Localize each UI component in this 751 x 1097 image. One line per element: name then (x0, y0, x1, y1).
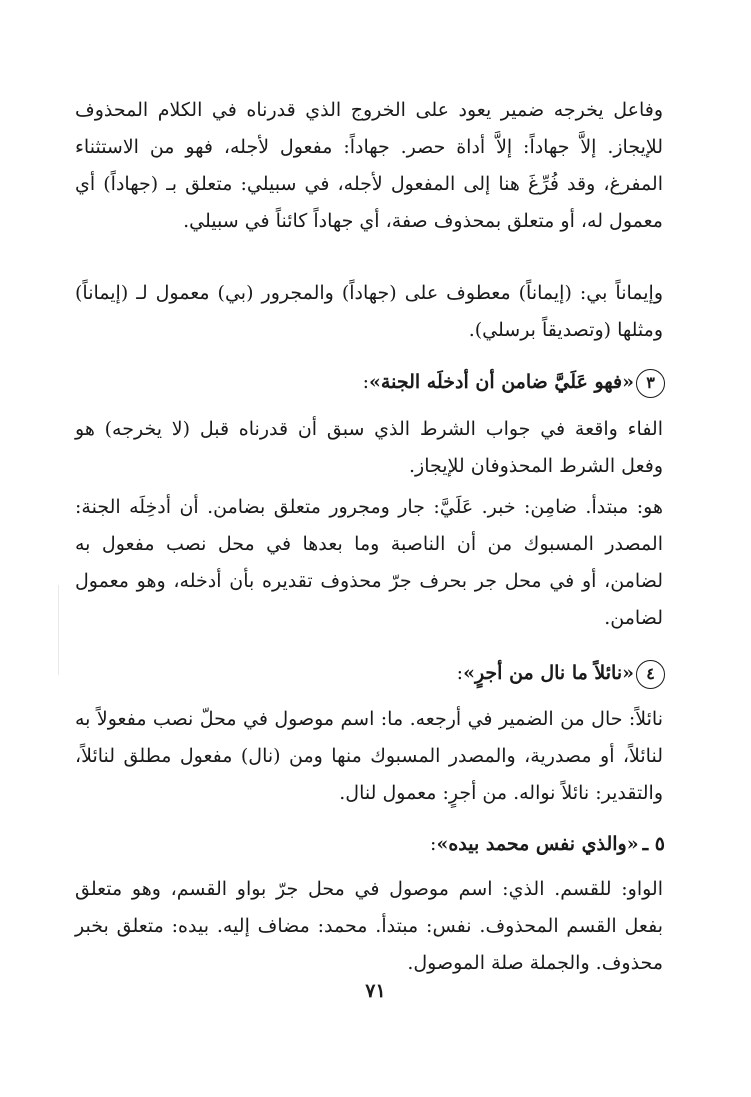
item-5-number: ٥ ـ (642, 833, 665, 855)
paragraph-1: وفاعل يخرجه ضمير يعود على الخروج الذي قدرناه في الكلام المحذوف للإيجاز. إلاَّ جهاداً: إلاَّ أداة حصر. جهاداً: مفعول لأجله، فهو من الاستثناء المفرغ، وقد فُرِّغَ هنا إلى المفعول لأجله، في سبيلي: متعلق بـ (جهاداً) أي معمول له، أو متعلق بمحذوف صفة، أي جهاداً كائناً في سبيلي. (75, 99, 663, 232)
item-4-heading-text: «نائلاً ما نال من أجرٍ» (463, 662, 634, 684)
item-4-number-circle: ٤ (636, 660, 665, 689)
item-5-heading (430, 829, 665, 859)
item-5-paragraph: الواو: للقسم. الذي: اسم موصول في محل جرّ بواو القسم، وهو متعلق بفعل القسم المحذوف. نفس: مبتدأ. محمد: مضاف إليه. بيده: متعلق بخبر محذوف. والجملة صلة الموصول. (75, 878, 663, 974)
paragraph-2: وإيماناً بي: (إيماناً) معطوف على (جهاداً) والمجرور (بي) معمول لـ (إيماناً) ومثلها (وتصديقاً برسلي). (75, 282, 663, 341)
item-3-paragraph-b: هو: مبتدأ. ضامِن: خبر. عَلَيَّ: جار ومجرور متعلق بضامن. أن أدخِلَه الجنة: المصدر المسبوك من أن الناصبة وما بعدها في محل نصب مفعول به لضامن، أو في محل جر بحرف جرّ محذوف تقديره بأن أدخله، وهو معمول لضامن. (75, 496, 663, 629)
page-number: ٧١ (365, 980, 386, 1002)
item-3-heading (363, 367, 665, 398)
item-3-paragraph-a: الفاء واقعة في جواب الشرط الذي سبق أن قدرناه قبل (لا يخرجه) هو وفعل الشرط المحذوفان للإيجاز. (75, 418, 663, 477)
item-5-heading-text: «والذي نفس محمد بيده» (436, 833, 639, 855)
item-3-number-circle: ٣ (636, 369, 665, 398)
item-3-colon: : (362, 371, 370, 393)
item-4-heading (457, 658, 665, 689)
item-5-colon: : (430, 833, 437, 855)
item-4-paragraph: نائلاً: حال من الضمير في أرجعه. ما: اسم موصول في محلّ نصب مفعولاً به لنائلاً، أو مصدرية، والمصدر المسبوك منها ومن (نال) مفعول مطلق لنائلاً، والتقدير: نائلاً نواله. من أجرٍ: معمول لنال. (75, 708, 664, 804)
bleed-through-mark (58, 585, 59, 675)
item-3-heading-text: «فهو عَلَيَّ ضامن أن أدخلَه الجنة» (369, 371, 634, 393)
item-4-colon: : (456, 662, 464, 684)
